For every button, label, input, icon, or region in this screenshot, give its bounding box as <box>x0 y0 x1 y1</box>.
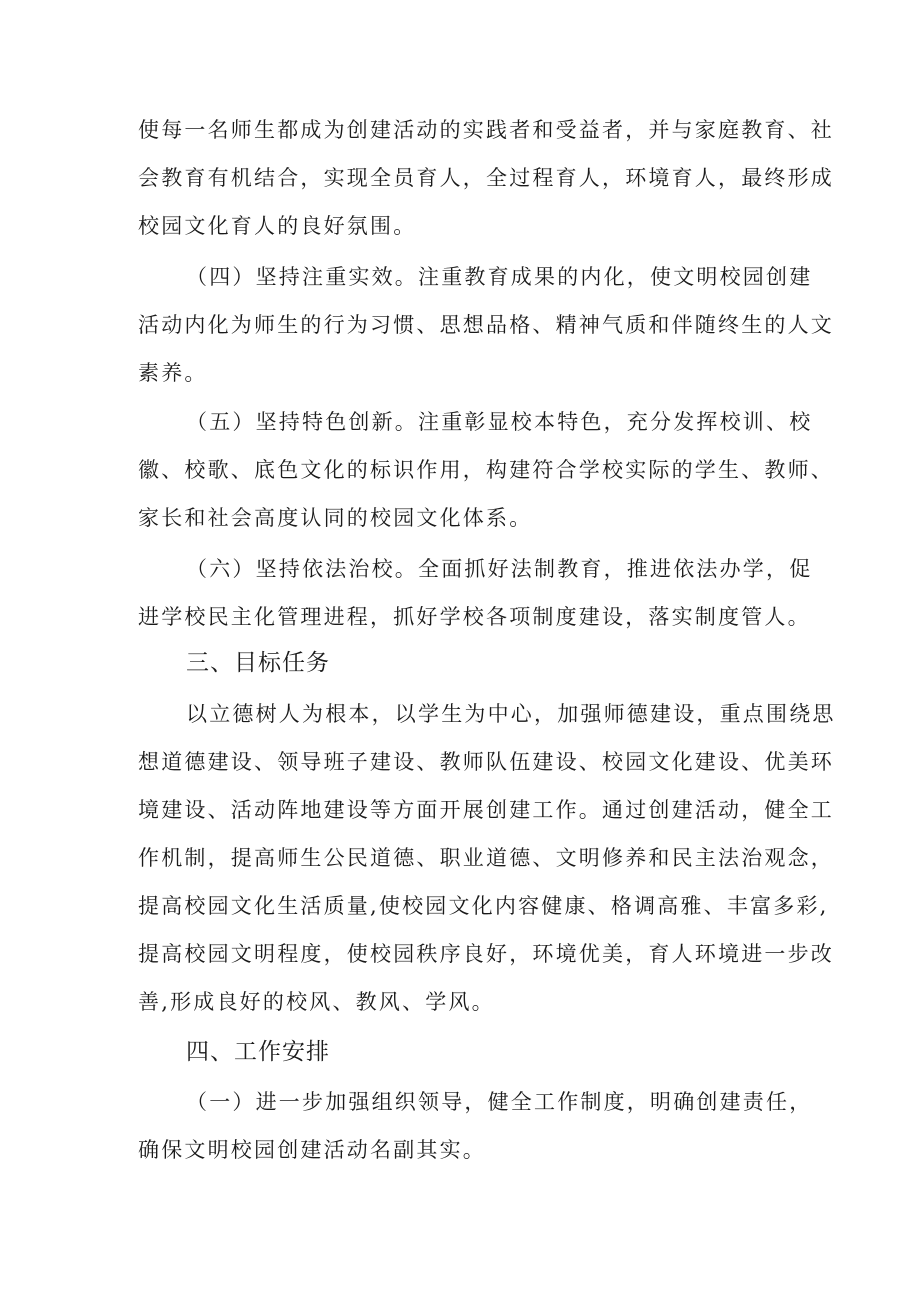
text-line: 提高校园文化生活质量,使校园文化内容健康、格调高雅、丰富多彩, <box>138 894 829 918</box>
text-line: 素养。 <box>138 361 208 385</box>
paragraph-rule-of-law <box>138 545 813 641</box>
text-line: 想道德建设、领导班子建设、教师队伍建设、校园文化建设、优美环 <box>138 750 834 774</box>
paragraph-fostering-atmosphere <box>138 106 834 250</box>
text-line: 会教育有机结合，实现全员育人，全过程育人，环境育人，最终形成 <box>138 166 834 190</box>
text-line: （五）坚持特色创新。注重彰显校本特色，充分发挥校训、校 <box>186 410 813 434</box>
text-line: （六）坚持依法治校。全面抓好法制教育，推进依法办学，促 <box>186 557 813 581</box>
text-line: 徽、校歌、底色文化的标识作用，构建符合学校实际的学生、教师、 <box>138 458 834 482</box>
text-line: （一）进一步加强组织领导，健全工作制度，明确创建责任， <box>186 1090 813 1114</box>
text-line: 境建设、活动阵地建设等方面开展创建工作。通过创建活动，健全工 <box>138 798 834 822</box>
text-line: 善,形成良好的校风、教风、学风。 <box>138 990 495 1014</box>
text-line: 以立德树人为根本，以学生为中心，加强师德建设，重点围绕思 <box>186 702 836 726</box>
paragraph-innovation <box>138 398 834 542</box>
text-line: 确保文明校园创建活动名副其实。 <box>138 1138 486 1162</box>
text-line: 使每一名师生都成为创建活动的实践者和受益者，并与家庭教育、社 <box>138 118 834 142</box>
text-line: 家长和社会高度认同的校园文化体系。 <box>138 506 533 530</box>
text-line: 校园文化育人的良好氛围。 <box>138 214 417 238</box>
text-line: 进学校民主化管理进程，抓好学校各项制度建设，落实制度管人。 <box>138 605 811 629</box>
paragraph-goals <box>138 690 836 1026</box>
section-heading-work-arrangement: 四、工作安排 <box>186 1039 330 1065</box>
section-heading-goals: 三、目标任务 <box>186 650 330 676</box>
text-line: （四）坚持注重实效。注重教育成果的内化，使文明校园创建 <box>186 265 813 289</box>
text-line: 活动内化为师生的行为习惯、思想品格、精神气质和伴随终生的人文 <box>138 313 834 337</box>
paragraph-organization <box>138 1078 813 1174</box>
paragraph-practical-results <box>138 253 834 397</box>
text-line: 提高校园文明程度，使校园秩序良好，环境优美，育人环境进一步改 <box>138 942 834 966</box>
text-line: 作机制，提高师生公民道德、职业道德、文明修养和民主法治观念， <box>138 846 834 870</box>
